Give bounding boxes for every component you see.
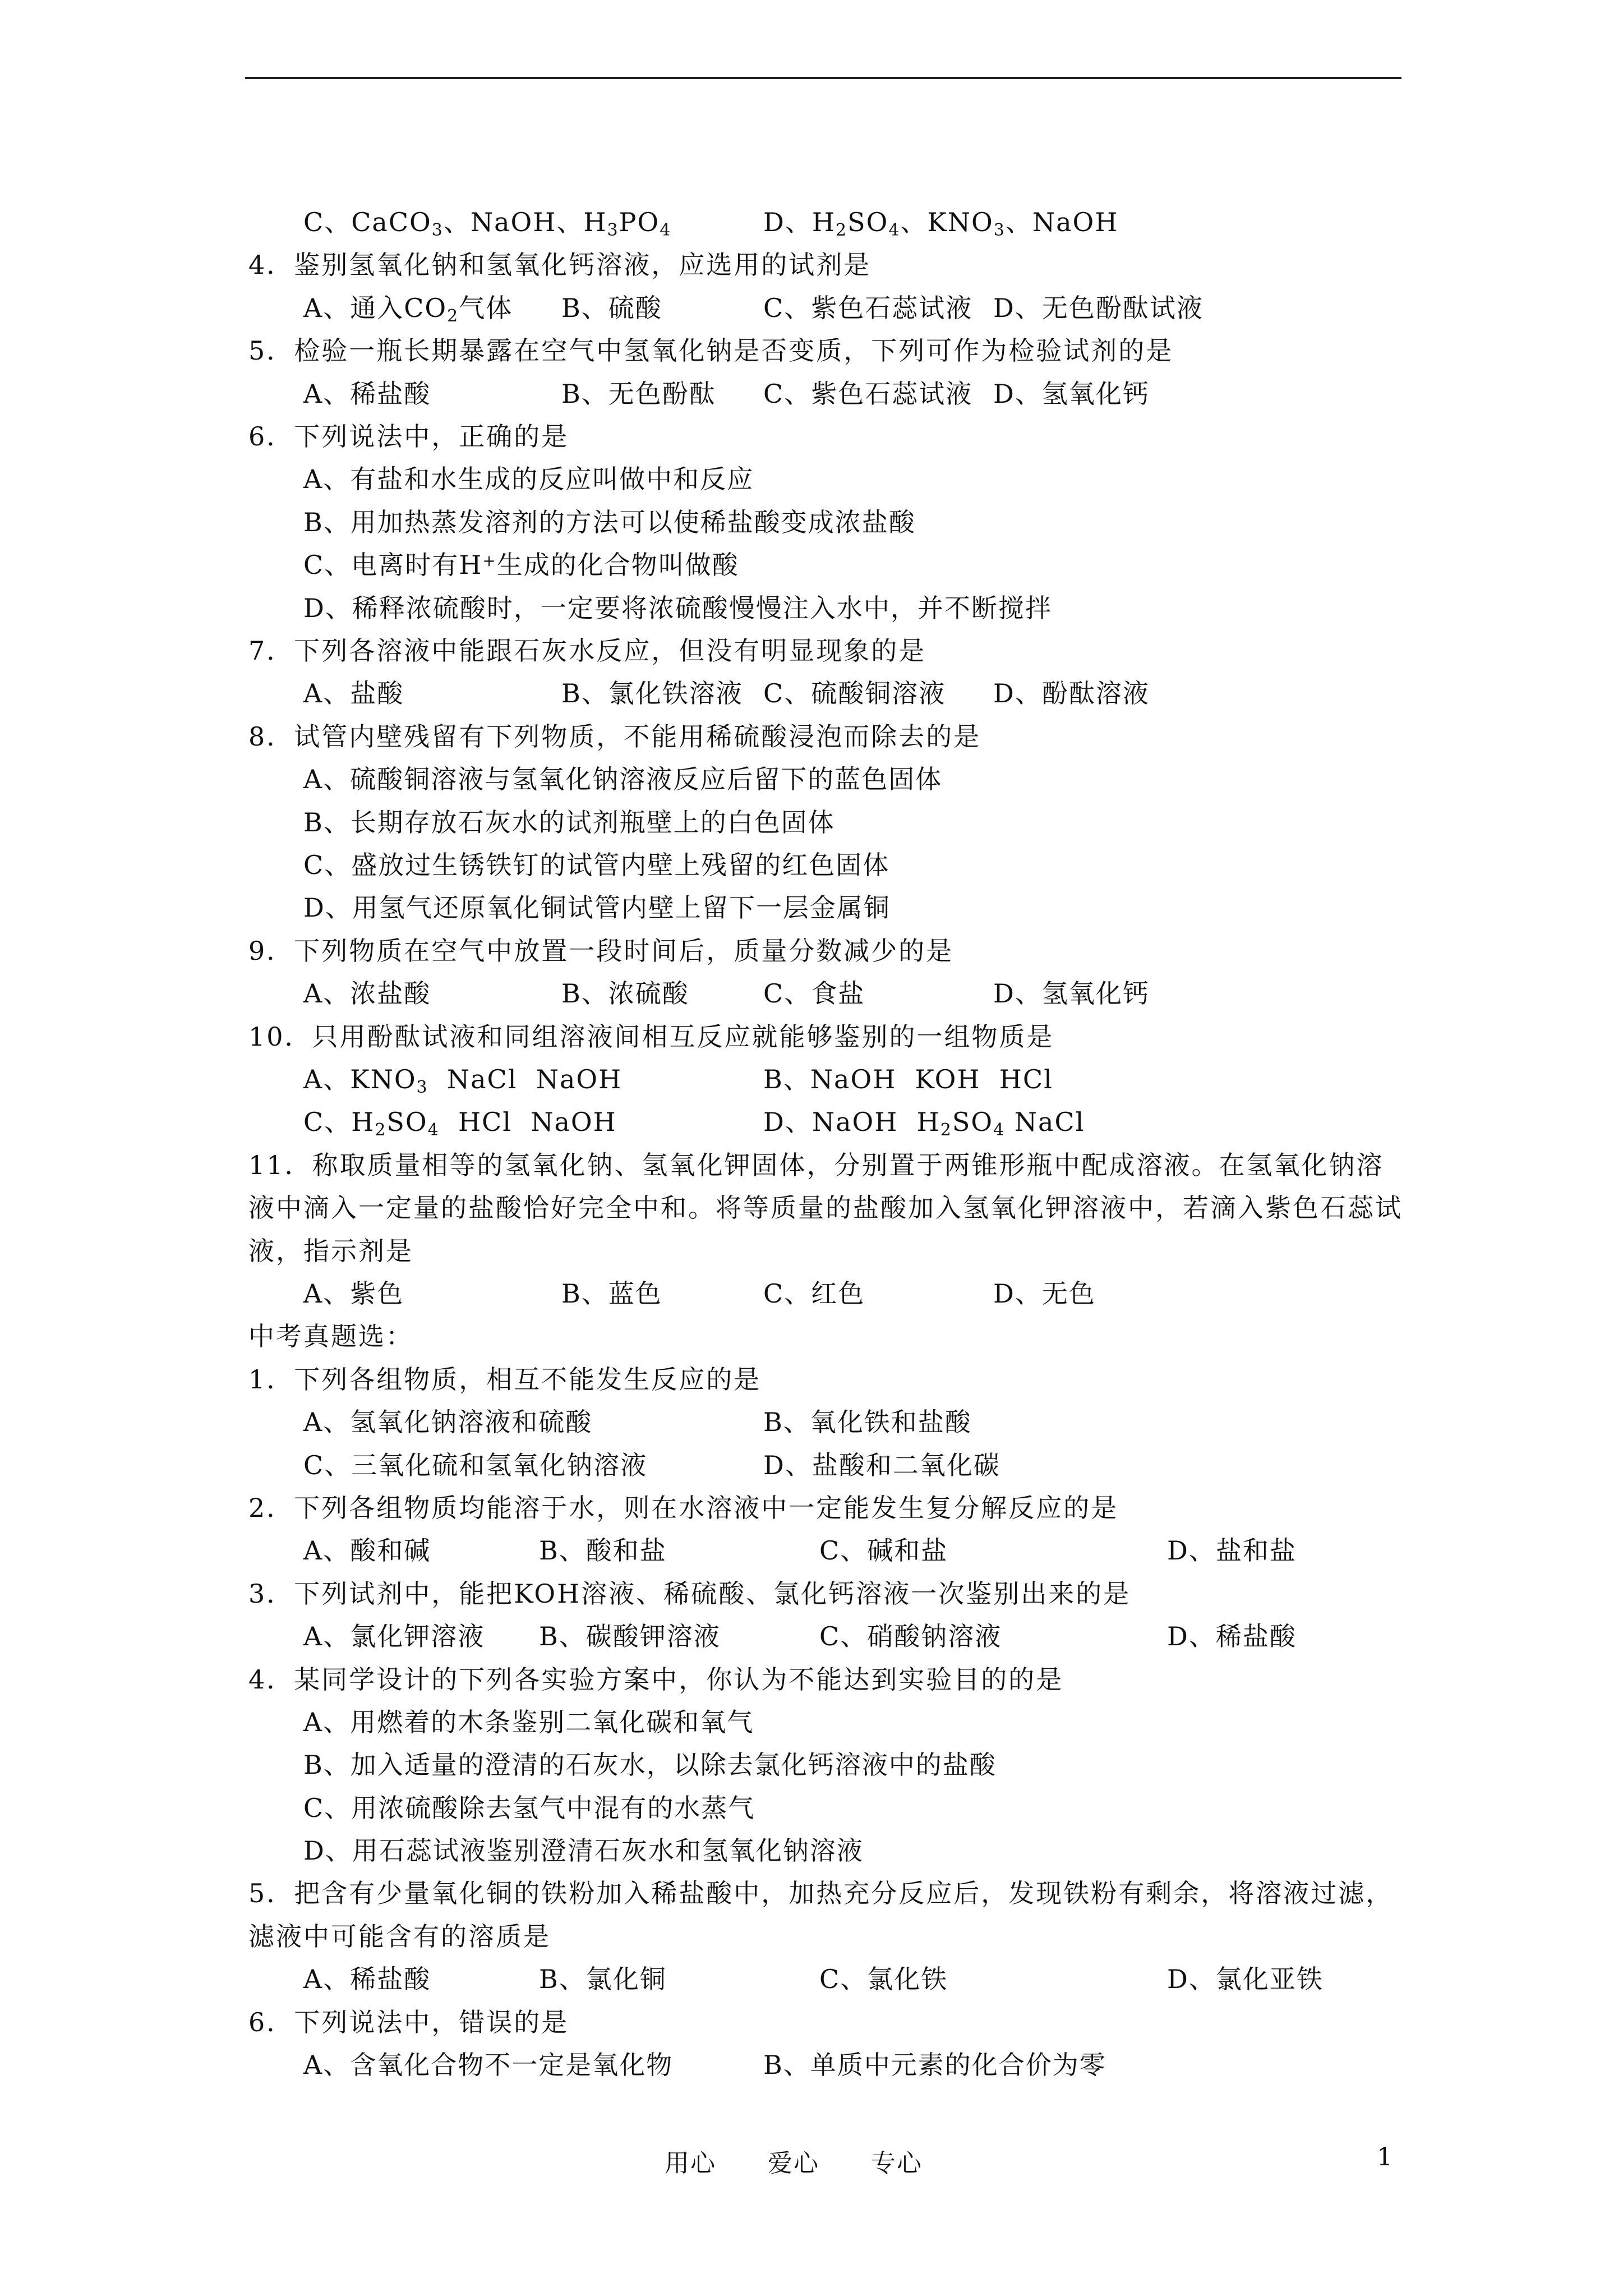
option-c: C、紫色石蕊试液 [763,378,973,409]
option-c: C、CaCO$_3$、NaOH、$H_3PO_4$ [303,207,672,240]
option-a: A、氯化钾溶液 [303,1621,485,1652]
options-row [248,1101,1404,1143]
option-d [248,886,1404,929]
option-text: B、长期存放石灰水的试剂瓶壁上的白色固体 [303,807,835,838]
option-d: D、氢氧化钙 [993,978,1150,1009]
option-b [248,801,1404,844]
option-a [248,458,1404,500]
option-c: C、红色 [763,1278,865,1309]
question-stem: 4．鉴别氢氧化钠和氢氧化钙溶液，应选用的试剂是 [248,250,872,280]
options-row [248,1529,1404,1572]
option-b: B、氧化铁和盐酸 [763,1407,972,1438]
question-stem: 5．把含有少量氧化铜的铁粉加入稀盐酸中，加热充分反应后，发现铁粉有剩余，将溶液过滤，滤液中可能含有的溶质是 [248,1878,1394,1952]
option-c: C、三氧化硫和氢氧化钠溶液 [303,1450,648,1480]
option-c: C、$H_2SO_4$ HCl NaOH [303,1107,617,1140]
question-stem: 5．检验一瓶长期暴露在空气中氢氧化钠是否变质，下列可作为检验试剂的是 [248,335,1174,366]
option-text: B、用加热蒸发溶剂的方法可以使稀盐酸变成浓盐酸 [303,507,916,537]
option-b: B、无色酚酞 [561,378,716,409]
question-stem: 10．只用酚酞试液和同组溶液间相互反应就能够鉴别的一组物质是 [248,1021,1054,1052]
option-a: A、含氧化合物不一定是氧化物 [303,2050,674,2081]
option-d: D、$H_2SO_4$、$KNO_3$、NaOH [763,207,1119,240]
option-a: A、盐酸 [303,678,404,709]
question-stem: 3．下列试剂中，能把KOH溶液、稀硫酸、氯化钙溶液一次鉴别出来的是 [248,1578,1131,1609]
options-row [248,1444,1404,1487]
question-stem: 9．下列物质在空气中放置一段时间后，质量分数减少的是 [248,935,954,966]
option-b: B、单质中元素的化合价为零 [763,2050,1106,2081]
option-d: D、盐和盐 [1167,1535,1297,1566]
option-text: A、用燃着的木条鉴别二氧化碳和氧气 [303,1706,754,1737]
option-b: B、硫酸 [561,292,662,323]
question-stem: 4．某同学设计的下列各实验方案中，你认为不能达到实验目的的是 [248,1664,1064,1695]
options-row [248,972,1404,1015]
option-b: B、氯化铜 [539,1964,667,1995]
option-text: D、用氢气还原氧化铜试管内壁上留下一层金属铜 [303,892,891,923]
header-rule [245,77,1401,79]
question-stem: 6．下列说法中，正确的是 [248,421,569,452]
option-c: C、紫色石蕊试液 [763,292,973,323]
option-a: A、$KNO_3$ NaCl NaOH [303,1064,623,1097]
option-a: A、通入$CO_2$气体 [303,292,513,326]
options-row [248,672,1404,715]
option-c [248,1787,1404,1829]
option-b: B、碳酸钾溶液 [539,1621,721,1652]
option-b: B、氯化铁溶液 [561,678,743,709]
option-text: D、稀释浓硫酸时，一定要将浓硫酸慢慢注入水中，并不断搅拌 [303,592,1052,623]
question-stem: 8．试管内壁残留有下列物质，不能用稀硫酸浸泡而除去的是 [248,721,981,752]
question-stem: 1．下列各组物质，相互不能发生反应的是 [248,1364,762,1395]
option-b: B、酸和盐 [539,1535,667,1566]
option-d [248,1829,1404,1872]
option-text: C、电离时有H+生成的化合物叫做酸 [303,550,739,581]
page-number: 1 [1377,2143,1393,2171]
option-a: A、氢氧化钠溶液和硫酸 [303,1407,593,1438]
option-b [248,1743,1404,1786]
options-row [248,372,1404,415]
option-a: A、稀盐酸 [303,378,431,409]
option-text: C、盛放过生锈铁钉的试管内壁上残留的红色固体 [303,849,890,880]
question-stem: 11．称取质量相等的氢氧化钠、氢氧化钾固体，分别置于两锥形瓶中配成溶液。在氢氧化钠溶液中滴入一定量的盐酸恰好完全中和。将等质量的盐酸加入氢氧化钾溶液中，若滴入紫色石蕊试液，指示剂是 [248,1149,1403,1266]
options-row [248,1272,1404,1315]
option-b: B、NaOH KOH HCl [763,1064,1053,1094]
section-title: 中考真题选： [248,1321,413,1352]
option-text: B、加入适量的澄清的石灰水，以除去氯化钙溶液中的盐酸 [303,1750,997,1780]
option-text: D、用石蕊试液鉴别澄清石灰水和氢氧化钠溶液 [303,1835,864,1866]
options-row [248,2044,1404,2086]
option-d [248,587,1404,629]
option-c: C、食盐 [763,978,865,1009]
option-b: B、蓝色 [561,1278,662,1309]
option-d: D、氢氧化钙 [993,378,1150,409]
option-b: B、浓硫酸 [561,978,689,1009]
question-group-1 [248,243,1404,1315]
options-row [248,1401,1404,1443]
continuation-options [248,201,1404,243]
option-a [248,758,1404,800]
option-text: C、用浓硫酸除去氢气中混有的水蒸气 [303,1792,755,1823]
options-row [248,1058,1404,1101]
option-a: A、紫色 [303,1278,404,1309]
option-b [248,501,1404,544]
options-row [248,1615,1404,1658]
option-text: A、硫酸铜溶液与氢氧化钠溶液反应后留下的蓝色固体 [303,764,943,795]
footer-slogan: 用心 爱心 专心 [665,2149,923,2178]
option-a [248,1701,1404,1743]
question-stem: 7．下列各溶液中能跟石灰水反应，但没有明显现象的是 [248,635,926,666]
option-d: D、盐酸和二氧化碳 [763,1450,1000,1480]
option-a: A、酸和碱 [303,1535,431,1566]
option-d: D、NaOH $H_2SO_4$ NaCl [763,1107,1085,1140]
option-a: A、稀盐酸 [303,1964,431,1995]
option-d: D、氯化亚铁 [1167,1964,1324,1995]
option-d: D、稀盐酸 [1167,1621,1297,1652]
options-row [248,1958,1404,2000]
option-text: A、有盐和水生成的反应叫做中和反应 [303,464,754,495]
option-d: D、无色酚酞试液 [993,292,1204,323]
option-c: C、碱和盐 [819,1535,948,1566]
question-stem: 2．下列各组物质均能溶于水，则在水溶液中一定能发生复分解反应的是 [248,1492,1119,1523]
option-c: C、硝酸钠溶液 [819,1621,1002,1652]
option-c: C、硫酸铜溶液 [763,678,946,709]
question-group-2 [248,1358,1404,2087]
option-d: D、无色 [993,1278,1096,1309]
option-d: D、酚酞溶液 [993,678,1150,709]
option-c: C、氯化铁 [819,1964,948,1995]
option-a: A、浓盐酸 [303,978,431,1009]
option-c [248,844,1404,886]
document-body [248,201,1404,2086]
option-c [248,544,1404,586]
question-stem: 6．下列说法中，错误的是 [248,2007,569,2037]
options-row [248,287,1404,329]
